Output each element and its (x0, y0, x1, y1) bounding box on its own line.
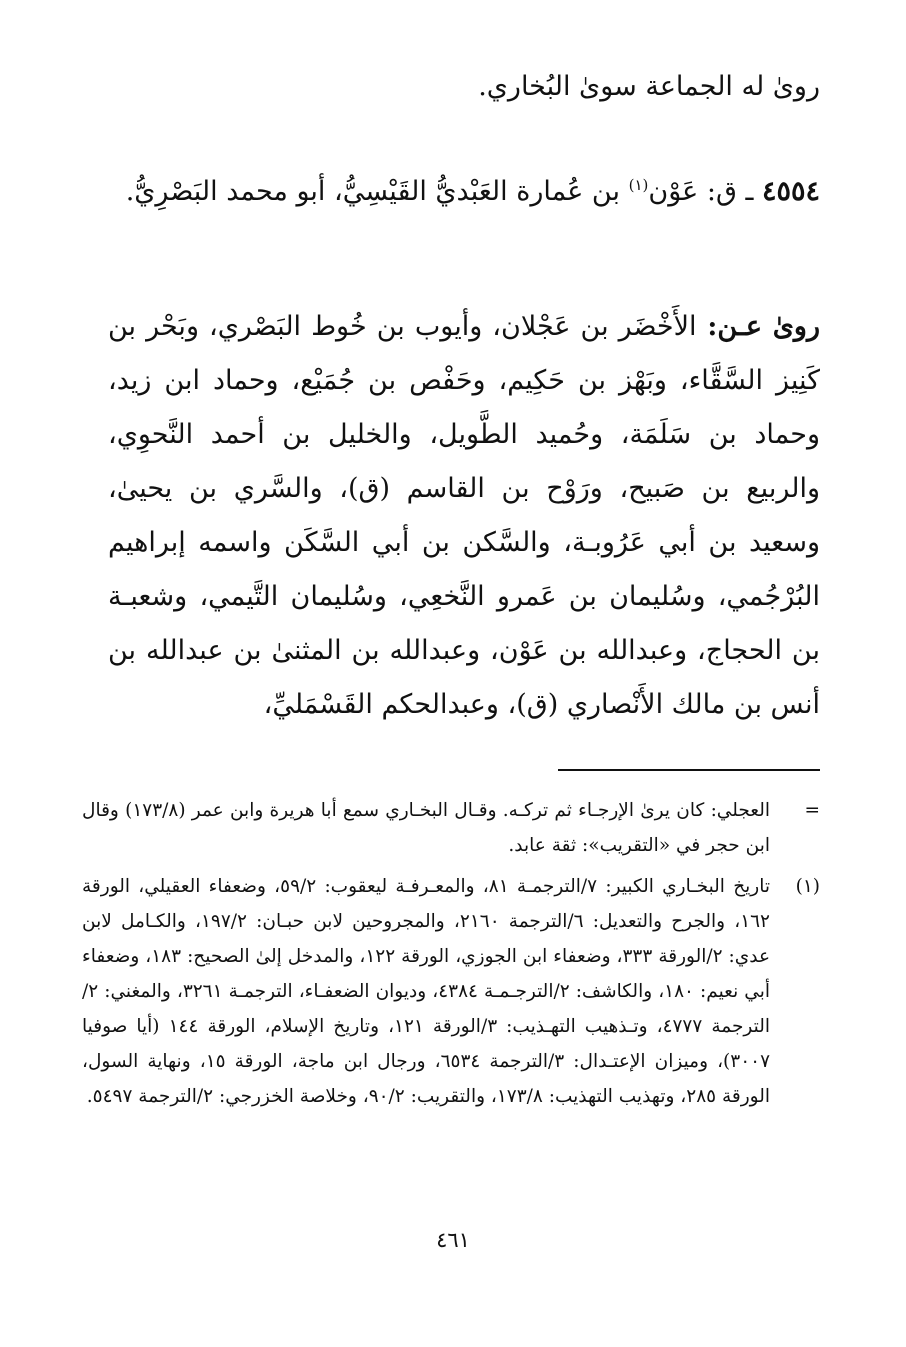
entry-name-rest: بن عُمارة العَبْديُّ القَيْسِيُّ، أبو محمد البَصْرِيُّ. (125, 176, 629, 207)
footnote-continued (82, 793, 820, 863)
footnote-marker: = (804, 800, 820, 821)
footnotes-section (82, 793, 820, 1114)
carryover-text (108, 60, 820, 114)
page-number: ٤٦١ (436, 1228, 470, 1252)
footnote-text: تاريخ البخـاري الكبير: ٧/الترجمـة ٨١، والمعـرفـة ليعقوب: ٥٩/٢، وضعفاء العقيلي، الورقة ١٦٢، والجرح والتعديل: ٦/الترجمة ٢١٦٠، والمجروحين لابن حبـان: ١٩٧/٢، والكـامل لابن عدي: ٢/الورقة ٣٣٣، وضعفاء ابن الجوزي، الورقة ١٢٢، والمدخل إلىٰ الصحيح: ١٨٣، وضعفاء أبي نعيم: ١٨٠، والكاشف: ٢/الترجـمـة ٤٣٨٤، وديوان الضعفـاء، الترجمـة ٣٢٦١، والمغني: ٢/الترجمة ٤٧٧٧، وتـذهيب التهـذيب: ٣/الورقة ١٢١، وتاريخ الإسلام، الورقة ١٤٤ (أيا صوفيا ٣٠٠٧)، وميزان الإعتـدال: ٣/الترجمة ٦٥٣٤، ورجال ابن ماجة، الورقة ١٥، ونهاية السول، الورقة ٢٨٥، وتهذيب التهذيب: ١٧٣/٨، والتقريب: ٩٠/٢، وخلاصة الخزرجي: ٢/الترجمة ٥٤٩٧. (82, 876, 771, 1107)
narrated-from-lead: روىٰ عـن: (696, 311, 820, 342)
entry-separator: ـ (736, 176, 762, 207)
biography-entry-heading (108, 165, 820, 219)
footnote-reference: (١) (628, 176, 649, 194)
carryover-line: روىٰ له الجماعة سوىٰ البُخاري. (478, 71, 820, 102)
narrated-from-paragraph (108, 300, 820, 732)
narrated-from-list: الأَخْضَر بن عَجْلان، وأيوب بن خُوط البَصْري، وبَحْر بن كَنِيز السَّقَّاء، وبَهْز بن حَكِيم، وحَفْص بن جُمَيْع، وحماد ابن زيد، وحماد بن سَلَمَة، وحُميد الطَّويل، والخليل بن أحمد النَّحوِي، والربيع بن صَبيح، ورَوْح بن القاسم (ق)، والسَّري بن يحيىٰ، وسعيد بن أبي عَرُوبـة، والسَّكن بن أبي السَّكَن واسمه إبراهيم البُرْجُمي، وسُليمان بن عَمرو النَّخعِي، وسُليمان التَّيمي، وشعبـة بن الحجاج، وعبدالله بن عَوْن، وعبدالله بن المثنىٰ بن عبدالله بن أنس بن مالك الأَنْصاري (ق)، وعبدالحكم القَسْمَليِّ، (108, 311, 820, 720)
entry-name: عَوْن (648, 176, 699, 207)
footnote-1 (82, 869, 820, 1114)
entry-code: ق: (698, 176, 737, 207)
footnote-text: العجلي: كان يرىٰ الإرجـاء ثم تركـه. وقـال البخـاري سمع أبا هريرة وابن عمر (١٧٣/٨) وقال ابن حجر في «التقريب»: ثقة عابد. (82, 800, 770, 856)
footnote-separator-rule (558, 769, 820, 771)
footnote-marker: (١) (795, 876, 820, 897)
entry-number: ٤٥٥٤ (761, 176, 820, 207)
